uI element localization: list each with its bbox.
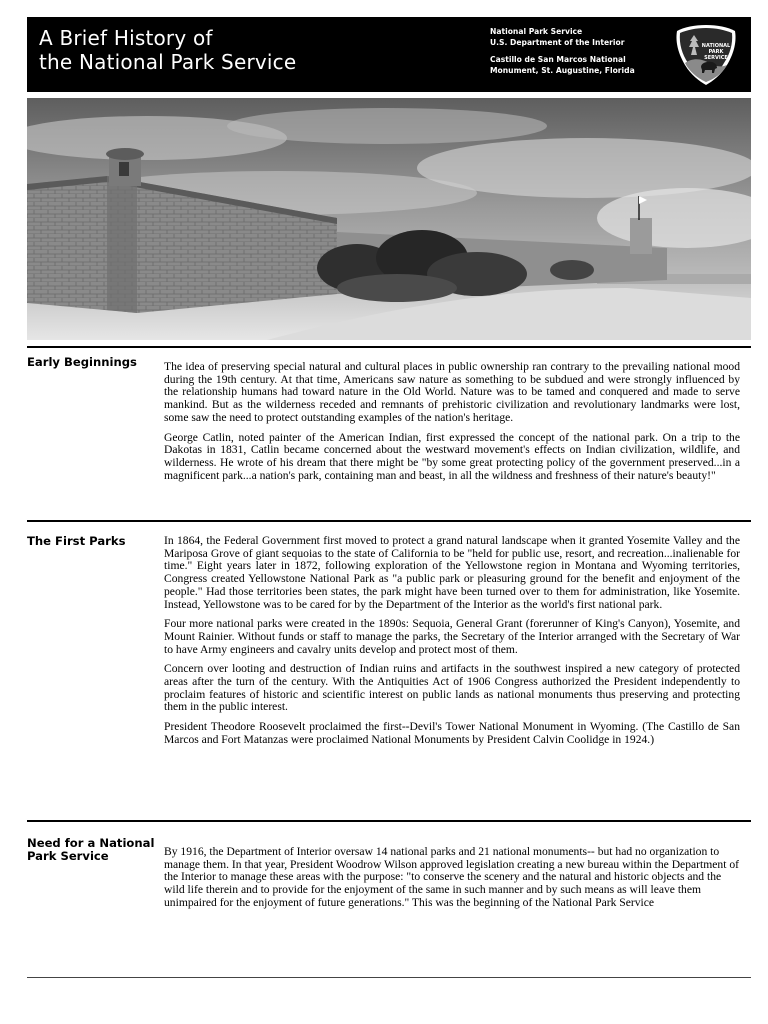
paragraph: In 1864, the Federal Government first moved to protect a grand natural landscape when it granted Yosemite Valley and the Mariposa Grove of giant sequoias to the state of California to be "held for public use, resort, and recreation...inalienable for time." Eight years later in 1872, following exploration of the Yellowstone region in Montana and Wyoming territories, Congress created Yellowstone National Park as "a public park or pleasuring ground for the benefit and enjoyment of the people." Had those territories been states, the park might have been turned over to them for administration, like Yosemite. Instead, Yellowstone was to be cared for by the Department of the Interior as the world's first national park. xyxy=(164,534,740,611)
page-footer-divider xyxy=(27,977,751,978)
logo-text-service: SERVICE xyxy=(704,55,728,61)
header-banner xyxy=(27,17,751,92)
site-name: Castillo de San Marcos National xyxy=(490,55,626,64)
page-title xyxy=(39,26,296,74)
agency-name: National Park Service xyxy=(490,27,583,36)
nps-arrowhead-logo-icon xyxy=(673,23,739,87)
section-divider xyxy=(27,346,751,348)
section-title-first-parks: The First Parks xyxy=(27,534,126,548)
logo-text-national: NATIONAL xyxy=(701,43,731,49)
site-location: Monument, St. Augustine, Florida xyxy=(490,65,635,75)
section-divider xyxy=(27,820,751,822)
logo-text-park: PARK xyxy=(708,49,724,55)
page-title-line-2: the National Park Service xyxy=(39,50,297,74)
section-body-early-beginnings xyxy=(164,361,740,489)
section-body-need-for-nps xyxy=(164,846,740,917)
section-title-early-beginnings: Early Beginnings xyxy=(27,355,137,369)
castillo-fort-photo xyxy=(27,98,751,340)
paragraph: The idea of preserving special natural and cultural places in public ownership ran contrary to the prevailing national mood during the 19th century. At that time, Americans saw nature as something to be subdued and were strongly influenced by the relationship humans had toward nature in the Old World. Nature was to be tamed and conquered and made to serve mankind. But as the wilderness receded and remnants of prehistoric civilization and revolutionary landmarks were lost, some saw the need to protect outstanding examples of the nation's heritage. xyxy=(164,360,740,424)
page-title-line-1: A Brief History of xyxy=(39,26,213,50)
paragraph: Four more national parks were created in the 1890s: Sequoia, General Grant (forerunner of King's Canyon), Yosemite, and Mount Rainier. Without funds or staff to manage the parks, the Secretary of the Interior arranged with the Secretary of War to have Army engineers and cavalry units develop and protect most of them. xyxy=(164,617,740,656)
paragraph: Concern over looting and destruction of Indian ruins and artifacts in the southwest inspired a new category of protected areas after the turn of the century. With the Antiquities Act of 1906 Congress authorized the President independently to proclaim features of historic and scientific interest on public lands as national monuments thus preserving and protecting them in the public interest. xyxy=(164,662,740,714)
section-divider xyxy=(27,520,751,522)
paragraph: President Theodore Roosevelt proclaimed the first--Devil's Tower National Monument in Wyoming. (The Castillo de San Marcos and Fort Matanzas were proclaimed National Monuments by President Calvin Coolidge in 1924.) xyxy=(164,720,740,746)
section-title-need-for-nps: Need for a National Park Service xyxy=(27,836,155,863)
department-name: U.S. Department of the Interior xyxy=(490,37,625,47)
section-body-first-parks xyxy=(164,535,740,754)
agency-block xyxy=(490,27,635,76)
paragraph: George Catlin, noted painter of the American Indian, first expressed the concept of the national park. On a trip to the Dakotas in 1831, Catlin became concerned about the westward movement's effects on Indian civilization, wildlife, and wilderness. He wrote of his dream that there might be "by some great protecting policy of the government preserved...in a magnificent park...a nation's park, containing man and beast, in all the wildness and freshness of their nature's beauty!" xyxy=(164,430,740,482)
paragraph: By 1916, the Department of Interior oversaw 14 national parks and 21 national monuments-- but had no organization to manage them. In that year, President Woodrow Wilson approved legislation creating a new bureau within the Department of the Interior to manage these areas with the purpose: "to conserve the scenery and the natural and historic objects and the wild life therein and to provide for the enjoyment of the same in such manner and by such means as will leave them unimpaired for the enjoyment of future generations." This was the beginning of the National Park Service xyxy=(164,845,739,909)
